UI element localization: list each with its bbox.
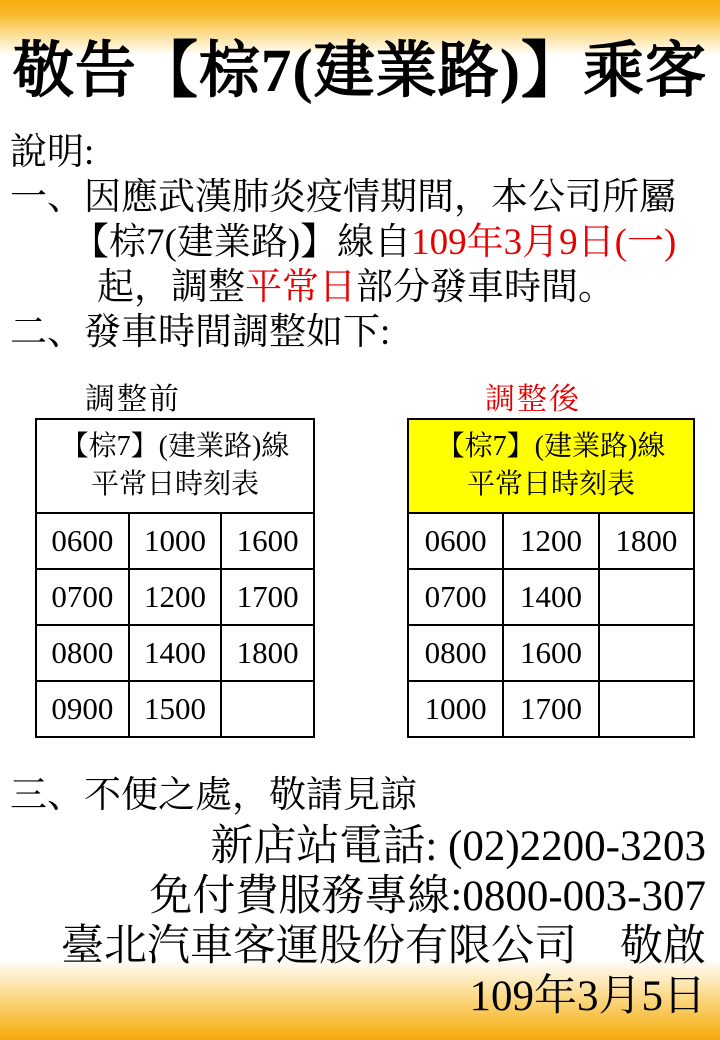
table-title-line1: 【棕7】(建業路)線 [60,431,290,462]
notice-heading: 說明: [10,132,95,173]
schedule-table-after [407,418,695,738]
notice-body [10,130,676,355]
line3-black-text-1: 起，調整 [97,267,245,308]
time-cell: 1800 [221,625,314,681]
date-line: 109年3月5日 [469,973,706,1020]
time-cell: 1700 [503,681,598,737]
time-cell: 1700 [221,569,314,625]
line2-black-text: 【棕7(建業路)】線自 [72,222,412,263]
time-cell [221,681,314,737]
notice-item1-line2 [72,220,676,265]
table-title-line2: 平常日時刻表 [90,469,259,500]
table-row [408,625,694,681]
toll-free-line: 免付費服務專線:0800-003-307 [149,873,706,920]
time-cell: 0900 [36,681,129,737]
time-cell: 0600 [408,513,503,569]
table-header-row [408,419,694,513]
time-cell: 1400 [129,625,222,681]
line3-black-text-2: 部分發車時間。 [356,267,615,308]
time-cell: 1200 [129,569,222,625]
time-cell: 1800 [599,513,694,569]
table-header-cell [36,419,314,513]
table-row [36,681,314,737]
time-cell: 0800 [36,625,129,681]
notice-item1-line3 [97,265,676,310]
time-cell: 1000 [408,681,503,737]
table-row [36,625,314,681]
notice-item2: 二、發車時間調整如下: [10,312,391,353]
table-title-line1: 【棕7】(建業路)線 [436,431,666,462]
time-cell: 1200 [503,513,598,569]
table-row [408,681,694,737]
time-cell: 1500 [129,681,222,737]
table-row [36,513,314,569]
notice-item3: 三、不便之處，敬請見諒 [10,775,417,816]
schedule-table-before [35,418,315,738]
table-header-cell-highlighted [408,419,694,513]
time-cell: 0700 [408,569,503,625]
time-cell [599,625,694,681]
time-cell: 0700 [36,569,129,625]
time-cell: 1600 [503,625,598,681]
weekday-highlight-text: 平常日 [245,267,356,308]
table-row [408,513,694,569]
notice-item1-line1: 一、因應武漢肺炎疫情期間，本公司所屬 [10,177,676,218]
table-title-line2: 平常日時刻表 [466,469,635,500]
company-signoff-line: 臺北汽車客運股份有限公司 敬啟 [61,923,706,970]
footer-contact-block [61,822,706,1022]
page-title: 敬告【棕7(建業路)】乘客 [12,38,708,105]
table-row [36,569,314,625]
time-cell: 1400 [503,569,598,625]
table-row [408,569,694,625]
time-cell: 0800 [408,625,503,681]
schedule-caption-after: 調整後 [485,383,581,416]
time-cell: 0600 [36,513,129,569]
time-cell: 1600 [221,513,314,569]
time-cell: 1000 [129,513,222,569]
time-cell [599,569,694,625]
station-phone-line: 新店站電話: (02)2200-3203 [210,823,706,870]
table-header-row [36,419,314,513]
time-cell [599,681,694,737]
schedule-caption-before: 調整前 [85,383,181,416]
effective-date-text: 109年3月9日(一) [411,222,677,263]
